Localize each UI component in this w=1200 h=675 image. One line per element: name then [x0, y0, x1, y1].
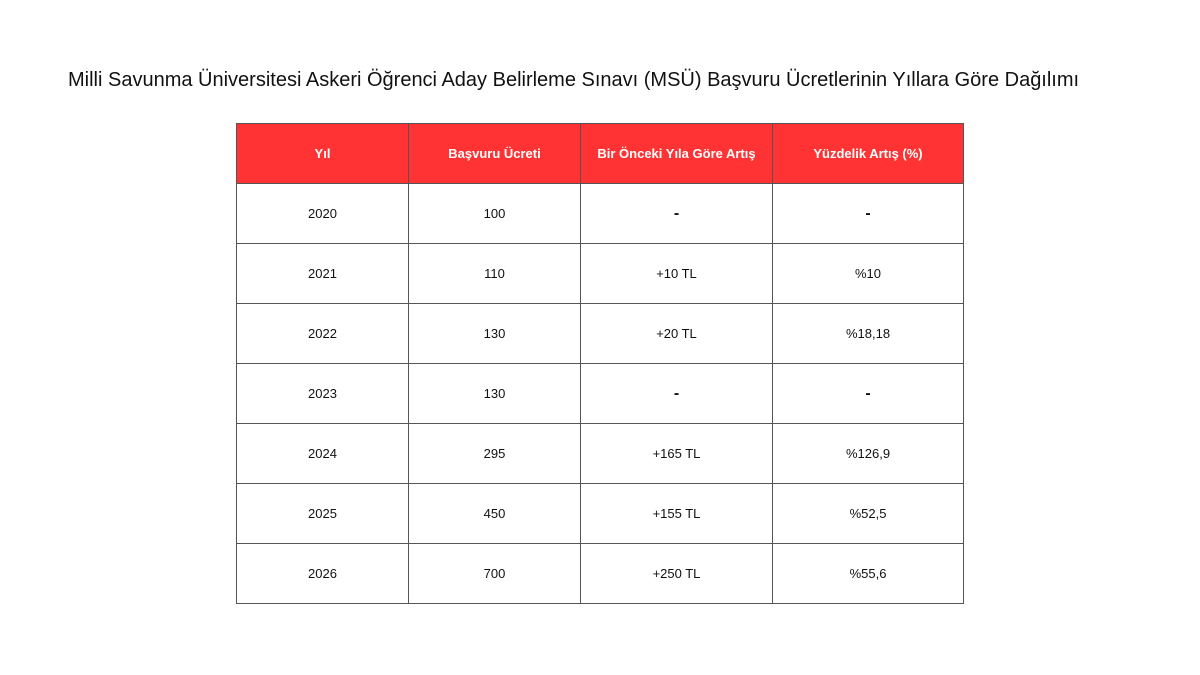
column-header-percent-increase: Yüzdelik Artış (%) — [773, 124, 964, 184]
fee-cell: 130 — [409, 364, 581, 424]
fee-cell: 295 — [409, 424, 581, 484]
page-title: Milli Savunma Üniversitesi Askeri Öğrenci Aday Belirleme Sınavı (MSÜ) Başvuru Ücretlerinin Yıllara Göre Dağılımı — [68, 69, 1080, 91]
table-row — [237, 424, 964, 484]
percent-cell: - — [773, 184, 964, 244]
fee-cell: 700 — [409, 544, 581, 604]
column-header-fee: Başvuru Ücreti — [409, 124, 581, 184]
year-cell: 2022 — [237, 304, 409, 364]
fee-cell: 450 — [409, 484, 581, 544]
fee-cell: 100 — [409, 184, 581, 244]
year-cell: 2024 — [237, 424, 409, 484]
percent-cell: %18,18 — [773, 304, 964, 364]
column-header-year: Yıl — [237, 124, 409, 184]
percent-cell: %10 — [773, 244, 964, 304]
percent-cell: - — [773, 364, 964, 424]
fee-table — [236, 123, 964, 604]
year-cell: 2025 — [237, 484, 409, 544]
table-row — [237, 364, 964, 424]
table-row — [237, 244, 964, 304]
year-cell: 2020 — [237, 184, 409, 244]
table-row — [237, 484, 964, 544]
increase-cell: +20 TL — [581, 304, 773, 364]
increase-cell: - — [581, 184, 773, 244]
table-header-row — [237, 124, 964, 184]
year-cell: 2023 — [237, 364, 409, 424]
increase-cell: +10 TL — [581, 244, 773, 304]
increase-cell: +155 TL — [581, 484, 773, 544]
year-cell: 2026 — [237, 544, 409, 604]
percent-cell: %126,9 — [773, 424, 964, 484]
percent-cell: %52,5 — [773, 484, 964, 544]
year-cell: 2021 — [237, 244, 409, 304]
increase-cell: +165 TL — [581, 424, 773, 484]
fee-cell: 110 — [409, 244, 581, 304]
percent-cell: %55,6 — [773, 544, 964, 604]
increase-cell: - — [581, 364, 773, 424]
table-row — [237, 184, 964, 244]
increase-cell: +250 TL — [581, 544, 773, 604]
table-row — [237, 544, 964, 604]
table-row — [237, 304, 964, 364]
fee-cell: 130 — [409, 304, 581, 364]
column-header-increase: Bir Önceki Yıla Göre Artış — [581, 124, 773, 184]
